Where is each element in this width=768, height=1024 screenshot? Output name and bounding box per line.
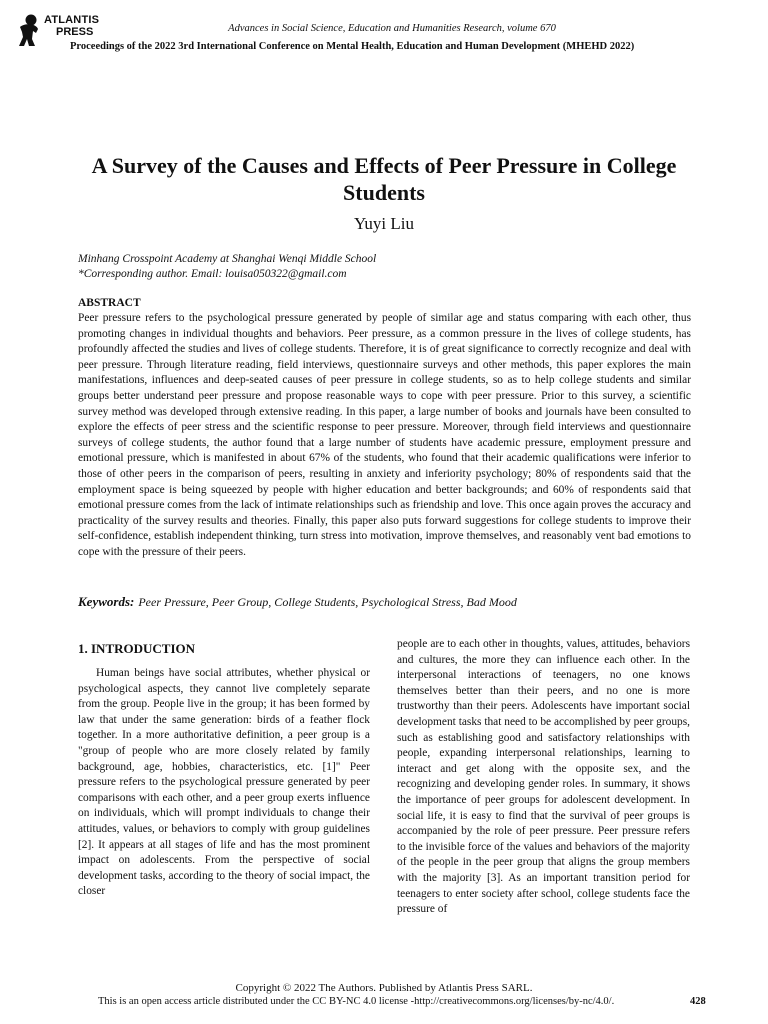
copyright-notice: Copyright © 2022 The Authors. Published by Atlantis Press SARL.	[235, 982, 533, 994]
proceedings-header: Proceedings of the 2022 3rd International Conference on Mental Health, Education and Human Development (MHEHD 2022)	[70, 41, 635, 52]
intro-column-right: people are to each other in thoughts, values, attitudes, behaviors and cultures, the more they can influence each other. In the interpersonal interactions of teenagers, no one knows themselves better than their peers, and no one is more trustworthy than their peers. Adolescents have important social development tasks that need to be accomplished by peer groups, such as establishing good and satisfactory relationships with people, expanding interpersonal relationships, learning to interact and get along with the opposite sex, and the recognizing and developing gender roles. In summary, it shows the importance of peer groups for adolescent development. In social life, it is easy to find that the survival of peer groups is accompanied by the role of peer pressure. Peer pressure refers to the invisible force of the values and behaviors of the majority of the people in the peer group that aligns the group members with the majority [3]. As an important transition period for teenagers to enter society after school, college students face the pressure of	[397, 638, 690, 916]
section-heading-introduction: 1. INTRODUCTION	[78, 641, 196, 656]
logo-text-atlantis: ATLANTIS	[44, 14, 100, 26]
author-affiliation	[78, 252, 376, 282]
paper-title: A Survey of the Causes and Effects of Peer Pressure in College Students	[91, 153, 677, 205]
affiliation-line: Minhang Crosspoint Academy at Shanghai Wenqi Middle School	[78, 253, 377, 265]
page-number: 428	[690, 996, 706, 1007]
keywords-label: Keywords:	[78, 594, 135, 609]
abstract-heading: ABSTRACT	[78, 297, 141, 309]
keywords-list: Peer Pressure, Peer Group, College Students, Psychological Stress, Bad Mood	[138, 595, 517, 609]
abstract-body: Peer pressure refers to the psychological pressure generated by people of similar age and status comparing with each other, thus promoting changes in individual thoughts and behaviors. Peer pressure, as a common pressure in the lives of college students, has profoundly affected the studies and lives of college students. Therefore, it is of great significance to correctly recognize and deal with peer pressure. Through literature reading, field interviews, questionnaire surveys and other methods, this paper explores the main manifestations, influences and deep-seated causes of peer pressure in college students, so as to help college students and similar groups better understand peer pressure and propose reasonable ways to cope with peer pressure. Prior to this survey, a scientific survey method was developed through extensive reading. In this paper, a large number of books and journals have been consulted to explore the effects of peer stress and the scientific response to peer pressure. Moreover, through field interviews and questionnaire surveys of college students, the author found that a large number of students have academic pressure, employment pressure and emotional pressure, which is manifested in about 67% of the students, who found that their academic qualifications were inferior to those of other peers in the comparison of peers, resulting in anxiety and inferiority psychology; 80% of respondents said that the employment space is being squeezed by people with higher education and better backgrounds; and 60% of respondents said that emotional pressure comes from the lack of intimate relationships such as friendship and love. This once again proves the accuracy and practicality of the survey results and theories. Finally, this paper also puts forward suggestions for college students to improve their self-confidence, establish independent thinking, turn stress into motivation, improve themselves, and reasonably vent bad emotions to cope with the pressure of their peers.	[78, 312, 691, 558]
license-notice: This is an open access article distributed under the CC BY-NC 4.0 license -http://creativecommons.org/licenses/by-nc/4.0/.	[98, 996, 615, 1007]
intro-column-left: Human beings have social attributes, whether physical or psychological aspects, they cannot live completely separate from the group. People live in the group; it has been formed by law that under the same generation: birds of a feather flock together. In a more authoritative definition, a peer group is a "group of people who are more closely related by family background, age, hobbies, characteristics, etc. [1]" Peer pressure refers to the psychological pressure generated by peer comparisons with each other, and a peer group exerts influence on individuals, which will prompt individuals to change their attitudes, values, or behaviors to comply with group guidelines [2]. It appears at all stages of life and has the most prominent impact on adolescents. From the perspective of social development tasks, according to the theory of social impact, the closer	[78, 667, 370, 898]
logo-text-press: PRESS	[56, 26, 94, 38]
corresponding-author-line: *Corresponding author. Email: louisa050322@gmail.com	[78, 268, 347, 280]
keywords-line	[78, 594, 517, 610]
paper-author: Yuyi Liu	[354, 214, 414, 233]
series-header: Advances in Social Science, Education and Humanities Research, volume 670	[228, 23, 556, 34]
